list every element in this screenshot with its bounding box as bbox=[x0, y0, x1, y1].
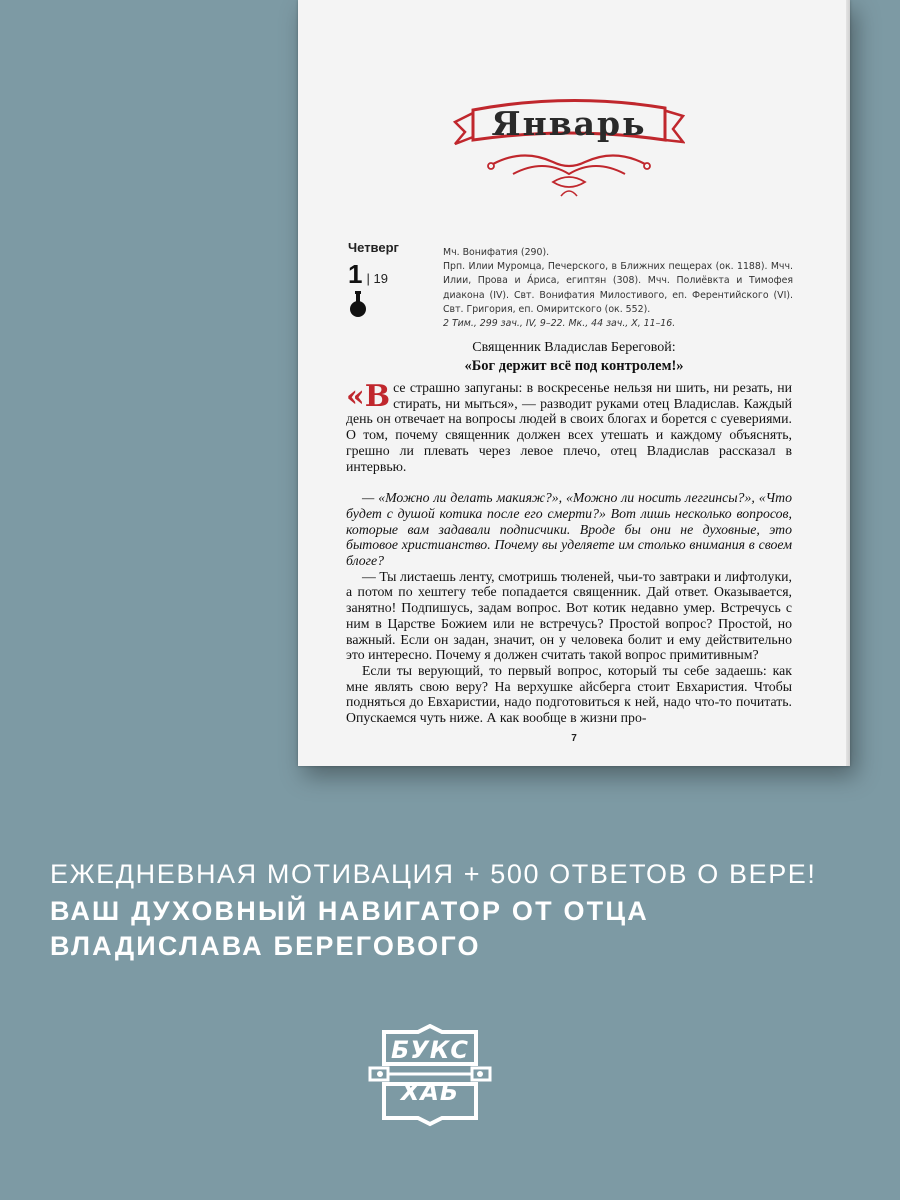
page-edge bbox=[846, 0, 850, 766]
logo-text-top: БУКС bbox=[390, 1036, 470, 1064]
bottle-icon bbox=[348, 290, 368, 318]
answer-paragraph: Если ты верующий, то первый вопрос, который ты себе задаешь: как мне являть свою веру? На верхушке айсберга стоит Евхаристия. Чтобы подняться до Евхаристии, надо подготовиться к ней, надо что-то почитать. Опускаемся чуть ниже. А как вообще в жизни про- bbox=[346, 662, 792, 726]
scripture-readings: 2 Тим., 299 зач., IV, 9–22. Мк., 44 зач., X, 11–16. bbox=[443, 318, 676, 330]
page-number: 7 bbox=[571, 733, 577, 744]
weekday: Четверг bbox=[348, 240, 399, 255]
tagline-line-1: ЕЖЕДНЕВНАЯ МОТИВАЦИЯ + 500 ОТВЕТОВ О ВЕРЕ! bbox=[50, 859, 817, 889]
month-title: Январь bbox=[491, 104, 647, 143]
promo-tagline bbox=[50, 854, 870, 964]
day-new-style: 1 bbox=[348, 259, 363, 289]
article-author: Священник Владислав Береговой: bbox=[472, 340, 676, 355]
intro-paragraph bbox=[346, 380, 792, 474]
saints-list bbox=[443, 246, 793, 331]
day-old-style: | 19 bbox=[366, 271, 387, 286]
logo-text-bottom: ХАБ bbox=[400, 1078, 460, 1106]
article-title: «Бог держит всё под контролем!» bbox=[464, 358, 684, 374]
saints-line: Прп. Илии Муромца, Печерского, в Ближних пещерах (ок. 1188). Мчч. Илии, Прова и А́риса, египтян (308). Мчч. Полиёвкта и Тимофея диакона (IV). Свт. Вонифатия Милостивого, еп. Ферентийского (VI). Свт. Григория, еп. Омиритского (ок. 552). bbox=[443, 261, 793, 315]
day-block bbox=[348, 240, 438, 290]
saints-line: Мч. Вонифатия (290). bbox=[443, 247, 550, 258]
tagline-line-3: ВЛАДИСЛАВА БЕРЕГОВОГО bbox=[50, 931, 481, 961]
answer-paragraph: — Ты листаешь ленту, смотришь тюленей, чьи-то завтраки и лифтолуки, а потом по хештегу тебе попадается священник. Дай ответ. Оказывается, занятно! Подпишусь, задам вопрос. Вот котик недавно умер. Встречусь с ним в Царстве Божием или не встречусь? Простой вопрос? Простой, но важный. Если он задан, значит, он у человека болит и ему действительно это интересно. Почему я должен считать такой вопрос примитивным? bbox=[346, 568, 792, 663]
publisher-logo bbox=[366, 1024, 494, 1128]
intro-text: се страшно запуганы: в воскресенье нельзя ни шить, ни резать, ни стирать, ни мыться», — разводит руками отец Владислав. Каждый день он отвечает на вопросы людей в своих блогах и борется с суевериями. О том, почему священник должен всех утешать и каждому объяснять, грешно ли плевать через левое плечо, отец Владислав рассказал в интервью. bbox=[346, 380, 792, 474]
month-banner bbox=[453, 82, 685, 202]
tagline-line-2: ВАШ ДУХОВНЫЙ НАВИГАТОР ОТ ОТЦА bbox=[50, 896, 649, 926]
question-paragraph: — «Можно ли делать макияж?», «Можно ли носить леггинсы?», «Что будет с душой котика после его смерти?» Вот лишь несколько вопросов, которые вам задавали подписчики. Вроде бы они не духовные, это бытовое христианство. Почему вы уделяете им столько внимания в своем блоге? bbox=[346, 490, 792, 569]
article-body bbox=[346, 380, 792, 726]
book-page bbox=[298, 0, 850, 766]
drop-cap: «В bbox=[346, 379, 391, 414]
day-numbers bbox=[348, 259, 438, 290]
